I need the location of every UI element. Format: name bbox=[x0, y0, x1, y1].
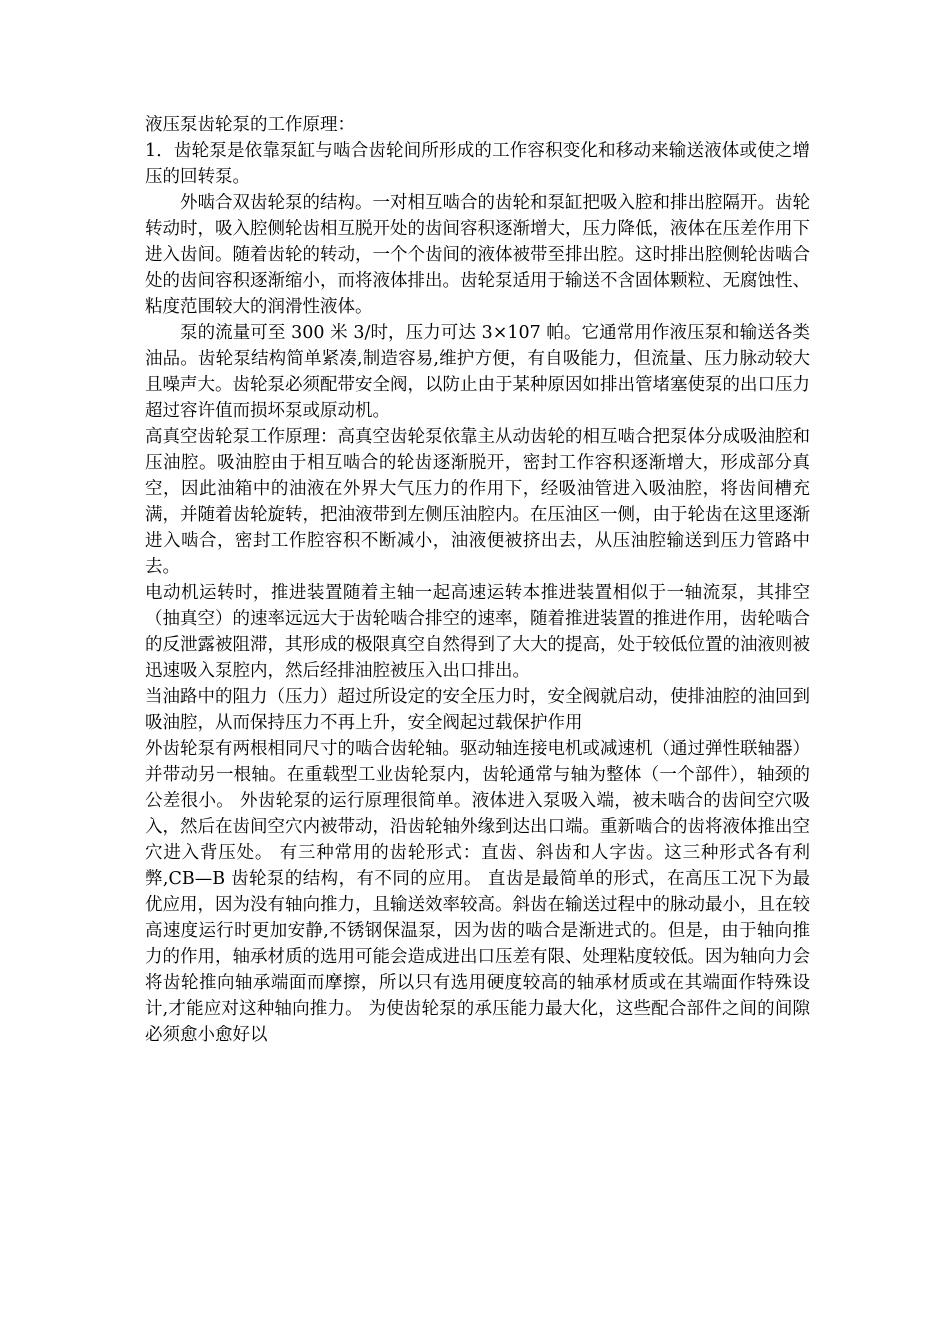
paragraph-1: 1．齿轮泵是依靠泵缸与啮合齿轮间所形成的工作容积变化和移动来输送液体或使之增压的回转泵。 bbox=[145, 141, 810, 187]
paragraph-5: 电动机运转时，推进装置随着主轴一起高速运转本推进装置相似于一轴流泵，其排空（抽真空）的速率远远大于齿轮啮合排空的速率，随着推进装置的推进作用，齿轮啮合的反泄露被阻滞，其形成的极限真空自然得到了大大的提高，处于较低位置的油液则被迅速吸入泵腔内，然后经排油腔被压入出口排出。 bbox=[145, 583, 810, 681]
document-body bbox=[145, 112, 810, 1048]
paragraph-6: 当油路中的阻力（压力）超过所设定的安全压力时，安全阀就启动，使排油腔的油回到吸油腔，从而保持压力不再上升，安全阀起过载保护作用 bbox=[145, 687, 810, 733]
paragraph-2: 外啮合双齿轮泵的结构。一对相互啮合的齿轮和泵缸把吸入腔和排出腔隔开。齿轮转动时，吸入腔侧轮齿相互脱开处的齿间容积逐渐增大，压力降低，液体在压差作用下进入齿间。随着齿轮的转动，一个个齿间的液体被带至排出腔。这时排出腔侧轮齿啮合处的齿间容积逐渐缩小，而将液体排出。齿轮泵适用于输送不含固体颗粒、无腐蚀性、粘度范围较大的润滑性液体。 bbox=[145, 193, 810, 317]
paragraph-4: 高真空齿轮泵工作原理：高真空齿轮泵依靠主从动齿轮的相互啮合把泵体分成吸油腔和压油腔。吸油腔由于相互啮合的轮齿逐渐脱开，密封工作容积逐渐增大，形成部分真空，因此油箱中的油液在外界大气压力的作用下，经吸油管进入吸油腔，将齿间槽充满，并随着齿轮旋转，把油液带到左侧压油腔内。在压油区一侧，由于轮齿在这里逐渐进入啮合，密封工作腔容积不断减小，油液便被挤出去，从压油腔输送到压力管路中去。 bbox=[145, 427, 810, 577]
document-title: 液压泵齿轮泵的工作原理： bbox=[145, 115, 355, 135]
paragraph-3: 泵的流量可至 300 米 3/时，压力可达 3×107 帕。它通常用作液压泵和输送各类油品。齿轮泵结构简单紧凑,制造容易,维护方便，有自吸能力，但流量、压力脉动较大且噪声大。齿轮泵必须配带安全阀，以防止由于某种原因如排出管堵塞使泵的出口压力超过容许值而损坏泵或原动机。 bbox=[145, 323, 810, 421]
paragraph-7: 外齿轮泵有两根相同尺寸的啮合齿轮轴。驱动轴连接电机或减速机（通过弹性联轴器）并带动另一根轴。在重载型工业齿轮泵内，齿轮通常与轴为整体（一个部件），轴颈的公差很小。 外齿轮泵的运行原理很简单。液体进入泵吸入端，被未啮合的齿间空穴吸入，然后在齿间空穴内被带动，沿齿轮轴外缘到达出口端。重新啮合的齿将液体推出空穴进入背压处。 有三种常用的齿轮形式：直齿、斜齿和人字齿。这三种形式各有利弊,CB—B 齿轮泵的结构，有不同的应用。 直齿是最简单的形式，在高压工况下为最优应用，因为没有轴向推力，且输送效率较高。斜齿在输送过程中的脉动最小，且在较高速度运行时更加安静,不锈钢保温泵，因为齿的啮合是渐进式的。但是，由于轴向推力的作用，轴承材质的选用可能会造成进出口压差有限、处理粘度较低。因为轴向力会将齿轮推向轴承端面而摩擦，所以只有选用硬度较高的轴承材质或在其端面作特殊设计,才能应对这种轴向推力。 为使齿轮泵的承压能力最大化，这些配合部件之间的间隙必须愈小愈好以 bbox=[145, 739, 810, 1045]
